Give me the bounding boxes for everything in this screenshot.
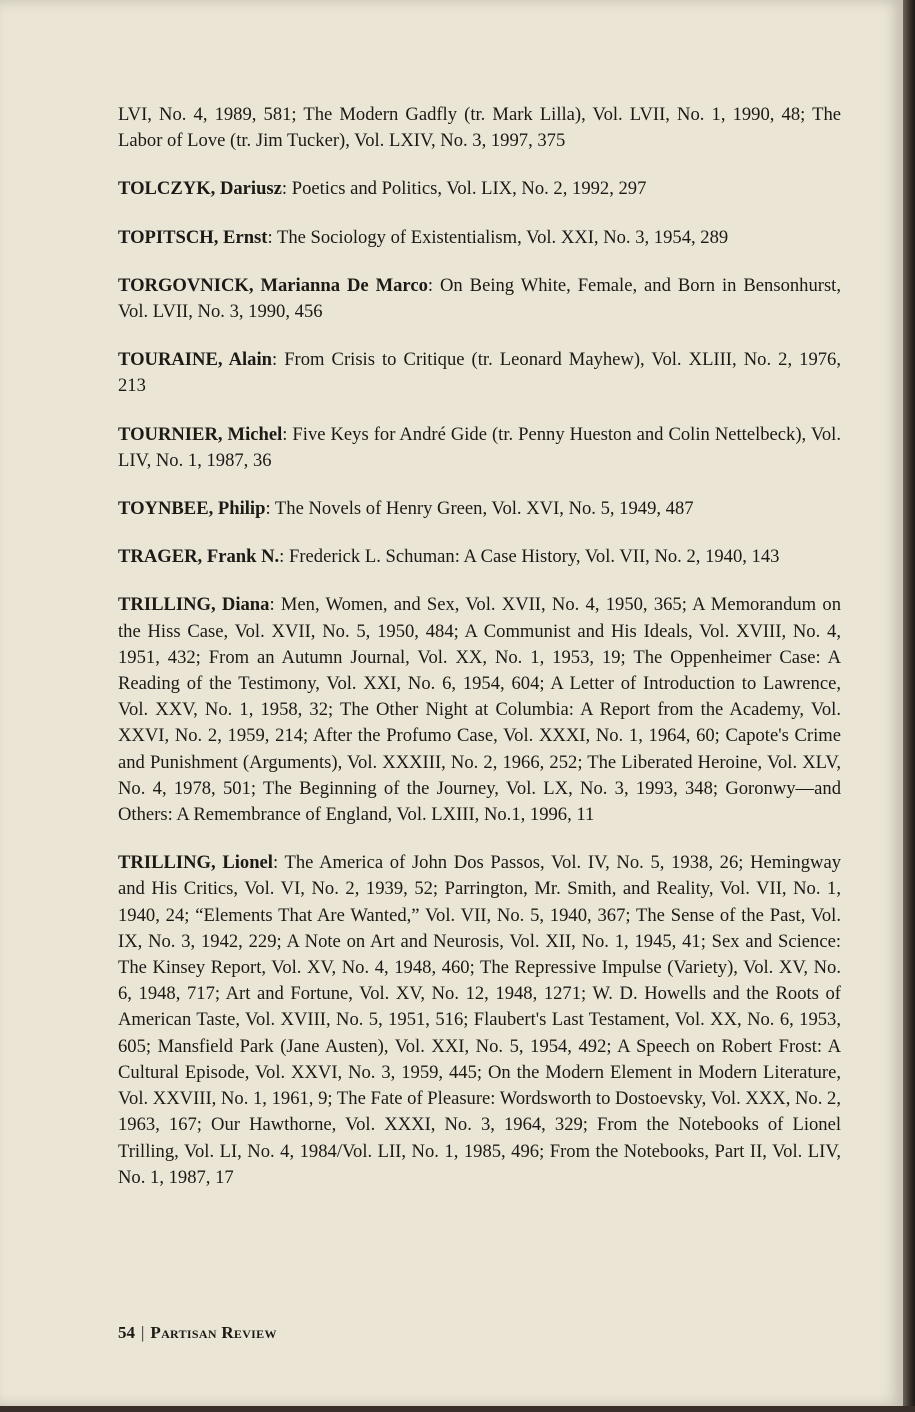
index-entry <box>118 347 841 399</box>
entry-text: : The America of John Dos Passos, Vol. IV, No. 5, 1938, 26; Hemingway and His Critics, Vol. VI, No. 2, 1939, 52; Parrington, Mr. Smith, and Reality, Vol. VII, No. 1, 1940, 24; “Elements That Are Wanted,” Vol. VII, No. 5, 1940, 367; The Sense of the Past, Vol. IX, No. 3, 1942, 229; A Note on Art and Neurosis, Vol. XII, No. 1, 1945, 41; Sex and Science: The Kinsey Report, Vol. XV, No. 4, 1948, 460; The Repressive Impulse (Variety), Vol. XV, No. 6, 1948, 717; Art and Fortune, Vol. XV, No. 12, 1948, 1271; W. D. Howells and the Roots of American Taste, Vol. XVIII, No. 5, 1951, 516; Flaubert's Last Testament, Vol. XX, No. 6, 1953, 605; Mansfield Park (Jane Austen), Vol. XXI, No. 5, 1954, 492; A Speech on Robert Frost: A Cultural Episode, Vol. XXVI, No. 3, 1959, 445; On the Modern Element in Modern Literature, Vol. XXVIII, No. 1, 1961, 9; The Fate of Pleasure: Wordsworth to Dostoevsky, Vol. XXX, No. 2, 1963, 167; Our Hawthorne, Vol. XXXI, No. 3, 1964, 329; From the Notebooks of Lionel Trilling, Vol. LI, No. 4, 1984/Vol. LII, No. 1, 1985, 496; From the Notebooks, Part II, Vol. LIV, No. 1, 1987, 17 <box>118 852 841 1188</box>
book-spine-edge <box>903 0 915 1412</box>
author-name: TRILLING, Diana <box>118 594 270 616</box>
index-entry-continuation <box>118 102 841 154</box>
index-entry <box>118 544 841 570</box>
author-name: TOLCZYK, Dariusz <box>118 178 282 200</box>
index-entry <box>118 422 841 474</box>
author-name: TRILLING, Lionel <box>118 852 273 874</box>
journal-name: Partisan Review <box>150 1323 277 1342</box>
entry-text: : Five Keys for André Gide (tr. Penny Hueston and Colin Nettelbeck), Vol. LIV, No. 1, 1987, 36 <box>118 423 841 471</box>
entry-text: : On Being White, Female, and Born in Bensonhurst, Vol. LVII, No. 3, 1990, 456 <box>118 274 841 323</box>
entry-text: : Men, Women, and Sex, Vol. XVII, No. 4, 1950, 365; A Memorandum on the Hiss Case, Vol. XVII, No. 5, 1950, 484; A Communist and His Ideals, Vol. XVIII, No. 4, 1951, 432; From an Autumn Journal, Vol. XX, No. 1, 1953, 19; The Oppenheimer Case: A Reading of the Testimony, Vol. XXI, No. 6, 1954, 604; A Letter of Introduction to Lawrence, Vol. XXV, No. 1, 1958, 32; The Other Night at Columbia: A Report from the Academy, Vol. XXVI, No. 2, 1959, 214; After the Profumo Case, Vol. XXXI, No. 1, 1964, 60; Capote's Crime and Punishment (Arguments), Vol. XXXIII, No. 2, 1966, 252; The Liberated Heroine, Vol. XLV, No. 4, 1978, 501; The Beginning of the Journey, Vol. LX, No. 3, 1993, 348; Goronwy—and Others: A Remembrance of England, Vol. LXIII, No.1, 1996, 11 <box>118 594 841 826</box>
author-name: TOURAINE, Alain <box>118 349 272 371</box>
page-footer <box>118 1323 277 1343</box>
entry-text: LVI, No. 4, 1989, 581; The Modern Gadfly (tr. Mark Lilla), Vol. LVII, No. 1, 1990, 48; The Labor of Love (tr. Jim Tucker), Vol. LXIV, No. 3, 1997, 375 <box>118 104 841 152</box>
index-entry <box>118 273 841 325</box>
entry-text: : From Crisis to Critique (tr. Leonard Mayhew), Vol. XLIII, No. 2, 1976, 213 <box>118 349 841 397</box>
author-name: TORGOVNICK, Marianna De Marco <box>118 274 428 296</box>
page-number: 54 <box>118 1323 135 1342</box>
entry-text: : Frederick L. Schuman: A Case History, Vol. VII, No. 2, 1940, 143 <box>279 546 780 568</box>
index-entry <box>118 225 841 251</box>
index-entry <box>118 496 841 522</box>
index-entry <box>118 850 841 1191</box>
entry-text: : Poetics and Politics, Vol. LIX, No. 2, 1992, 297 <box>281 178 647 200</box>
index-entries <box>118 102 841 1213</box>
index-entry <box>118 176 841 202</box>
index-entry <box>118 592 841 828</box>
entry-text: : The Novels of Henry Green, Vol. XVI, No. 5, 1949, 487 <box>265 498 694 520</box>
page-bottom-edge <box>0 1406 915 1412</box>
author-name: TOURNIER, Michel <box>118 423 283 445</box>
author-name: TOPITSCH, Ernst <box>118 226 268 248</box>
author-name: TRAGER, Frank N. <box>118 546 280 568</box>
entry-text: : The Sociology of Existentialism, Vol. XXI, No. 3, 1954, 289 <box>267 226 729 248</box>
author-name: TOYNBEE, Philip <box>118 498 266 520</box>
footer-separator: | <box>141 1323 145 1342</box>
